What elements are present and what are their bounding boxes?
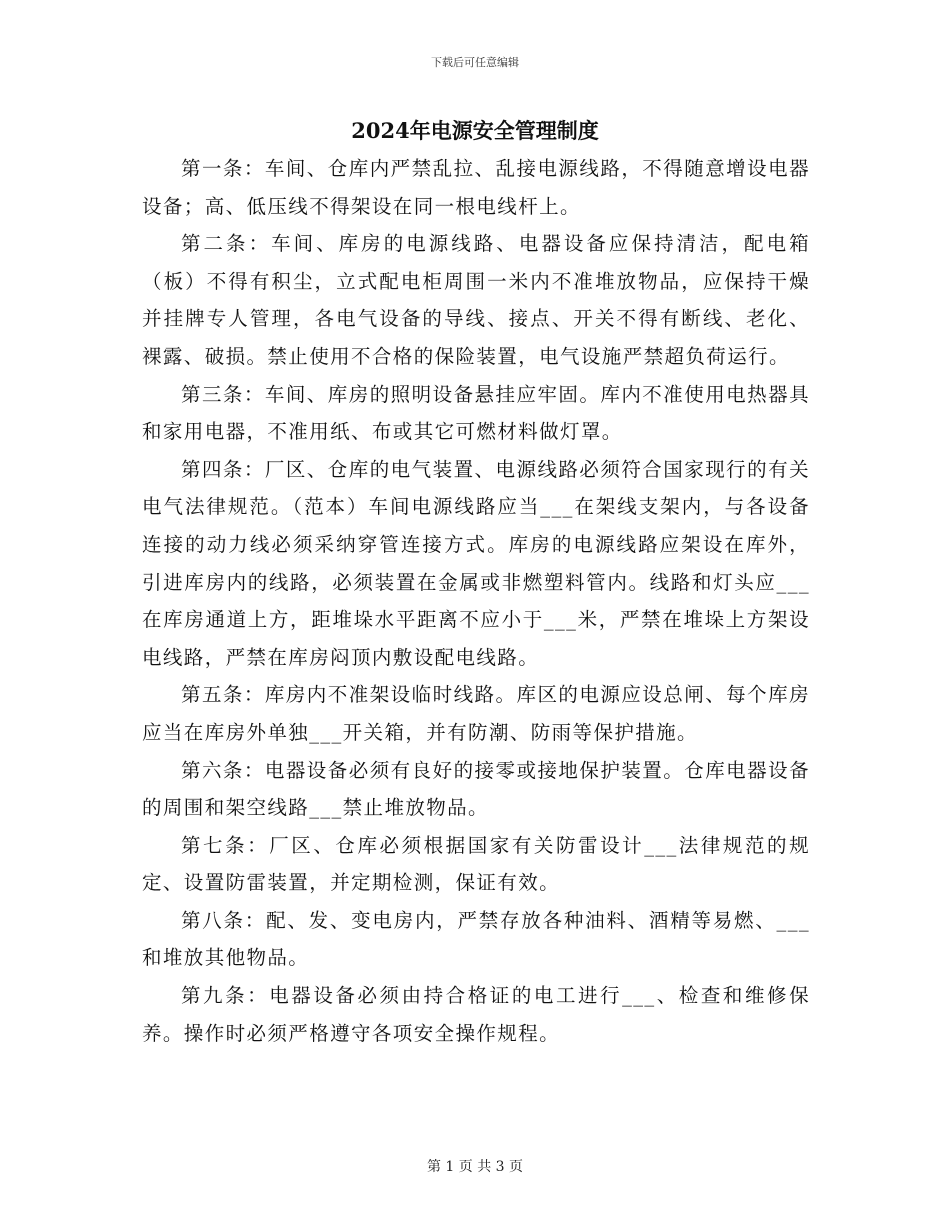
article-3: 第三条：车间、库房的照明设备悬挂应牢固。库内不准使用电热器具和家用电器，不准用纸、布或其它可燃材料做灯罩。: [142, 382, 810, 444]
page-number: 第 1 页 共 3 页: [426, 1159, 524, 1175]
article-1: 第一条：车间、仓库内严禁乱拉、乱接电源线路，不得随意增设电器设备；高、低压线不得架设在同一根电线杆上。: [142, 157, 810, 218]
article-9: 第九条：电器设备必须由持合格证的电工进行___、检查和维修保养。操作时必须严格遵守各项安全操作规程。: [142, 984, 810, 1045]
article-5: 第五条：库房内不准架设临时线路。库区的电源应设总闸、每个库房应当在库房外单独___开关箱，并有防潮、防雨等保护措施。: [142, 683, 810, 744]
article-4: 第四条：厂区、仓库的电气装置、电源线路必须符合国家现行的有关电气法律规范。（范本）车间电源线路应当___在架线支架内，与各设备连接的动力线必须采纳穿管连接方式。库房的电源线路应架设在库外，引进库房内的线路，必须装置在金属或非燃塑料管内。线路和灯头应___在库房通道上方，距堆垛水平距离不应小于___米，严禁在堆垛上方架设电线路，严禁在库房闷顶内敷设配电线路。: [142, 457, 810, 669]
article-6: 第六条：电器设备必须有良好的接零或接地保护装置。仓库电器设备的周围和架空线路___禁止堆放物品。: [142, 758, 810, 820]
document-body: [142, 150, 810, 1052]
document-title: 2024年电源安全管理制度: [351, 118, 599, 143]
article-8: 第八条：配、发、变电房内，严禁存放各种油料、酒精等易燃、___和堆放其他物品。: [142, 908, 810, 970]
article-7: 第七条：厂区、仓库必须根据国家有关防雷设计___法律规范的规定、设置防雷装置，并定期检测，保证有效。: [142, 833, 810, 895]
page-header-note: 下载后可任意编辑: [431, 56, 519, 69]
article-2: 第二条：车间、库房的电源线路、电器设备应保持清洁，配电箱（板）不得有积尘，立式配电柜周围一米内不准堆放物品，应保持干燥并挂牌专人管理，各电气设备的导线、接点、开关不得有断线、老化、裸露、破损。禁止使用不合格的保险装置，电气设施严禁超负荷运行。: [142, 232, 810, 368]
